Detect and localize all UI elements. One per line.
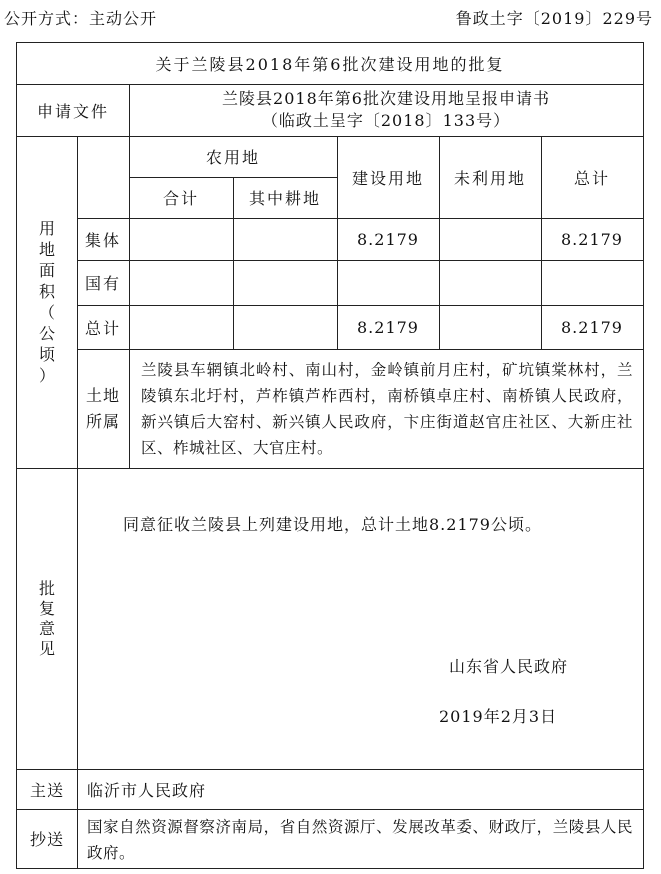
label-char: 用 (38, 219, 55, 238)
approval-opinion-label (17, 468, 77, 769)
cell-construction: 8.2179 (357, 317, 419, 337)
header-construction-land: 建设用地 (351, 168, 424, 188)
row-label-state-owned: 国有 (84, 274, 121, 293)
application-title: 兰陵县2018年第6批次建设用地呈报申请书 (222, 89, 550, 108)
land-area-label (17, 136, 77, 468)
label-char: 意 (38, 618, 55, 638)
document-number: 鲁政土字〔2019〕229号 (455, 9, 653, 28)
header-subtotal: 合计 (162, 189, 199, 208)
label-char: 批 (38, 578, 55, 598)
label-char: ） (38, 366, 55, 385)
cell-total (541, 260, 643, 305)
send-to-value: 临沂市人民政府 (87, 780, 207, 800)
label-char: 面 (38, 261, 55, 280)
cell-cultivated (233, 305, 337, 349)
approval-opinion-text: 同意征收兰陵县上列建设用地，总计土地8.2179公顷。 (123, 515, 542, 534)
cell-subtotal (129, 305, 233, 349)
cc-label: 抄送 (29, 830, 64, 849)
header-cultivated-land: 其中耕地 (248, 189, 321, 208)
label-char: 复 (38, 598, 55, 618)
row-label-collective: 集体 (84, 230, 121, 250)
cell-subtotal (129, 218, 233, 260)
row-label-total: 总计 (84, 318, 121, 338)
header-agricultural-land: 农用地 (205, 148, 260, 167)
cc-value: 国家自然资源督察济南局，省自然资源厅、发展改革委、财政厅，兰陵县人民政府。 (87, 818, 633, 862)
cell-unused (439, 260, 541, 305)
disclosure-method: 公开方式：主动公开 (4, 9, 158, 28)
land-ownership-text: 兰陵县车辋镇北岭村、南山村，金岭镇前月庄村，矿坑镇棠林村，兰陵镇东北圩村，芦柞镇芦柞西村，南桥镇卓庄村、南桥镇人民政府，新兴镇后大窑村、新兴镇人民政府，卞庄街道赵官庄社区、大新庄社区、柞城社区、大官庄村。 (141, 361, 633, 457)
ownership-label-line: 所属 (85, 411, 120, 431)
approval-date: 2019年2月3日 (439, 707, 558, 726)
header-total: 总计 (573, 168, 610, 188)
issuing-authority: 山东省人民政府 (449, 657, 569, 676)
cell-unused (439, 305, 541, 349)
label-char: 顷 (38, 345, 55, 364)
ownership-label-line: 土地 (85, 385, 120, 405)
label-char: （ (38, 303, 55, 322)
application-document (129, 84, 643, 136)
cell-cultivated (233, 260, 337, 305)
label-char: 积 (38, 282, 55, 301)
cell-construction (337, 260, 439, 305)
cell-construction: 8.2179 (357, 229, 419, 249)
cell-subtotal (129, 260, 233, 305)
cell-total: 8.2179 (561, 317, 623, 337)
approval-opinion-body (77, 468, 643, 769)
cell-cultivated (233, 218, 337, 260)
send-to-label: 主送 (29, 780, 64, 800)
application-label: 申请文件 (36, 101, 109, 121)
header-unused-land: 未利用地 (453, 168, 526, 188)
application-number: （临政土呈字〔2018〕133号） (261, 111, 511, 130)
cell-unused (439, 218, 541, 260)
approval-form-table (16, 42, 644, 869)
document-title: 关于兰陵县2018年第6批次建设用地的批复 (155, 55, 505, 74)
ownership-label (77, 349, 129, 468)
label-char: 见 (38, 638, 55, 658)
label-char: 地 (38, 240, 55, 259)
label-char: 公 (38, 324, 55, 343)
cell-total: 8.2179 (561, 229, 623, 249)
